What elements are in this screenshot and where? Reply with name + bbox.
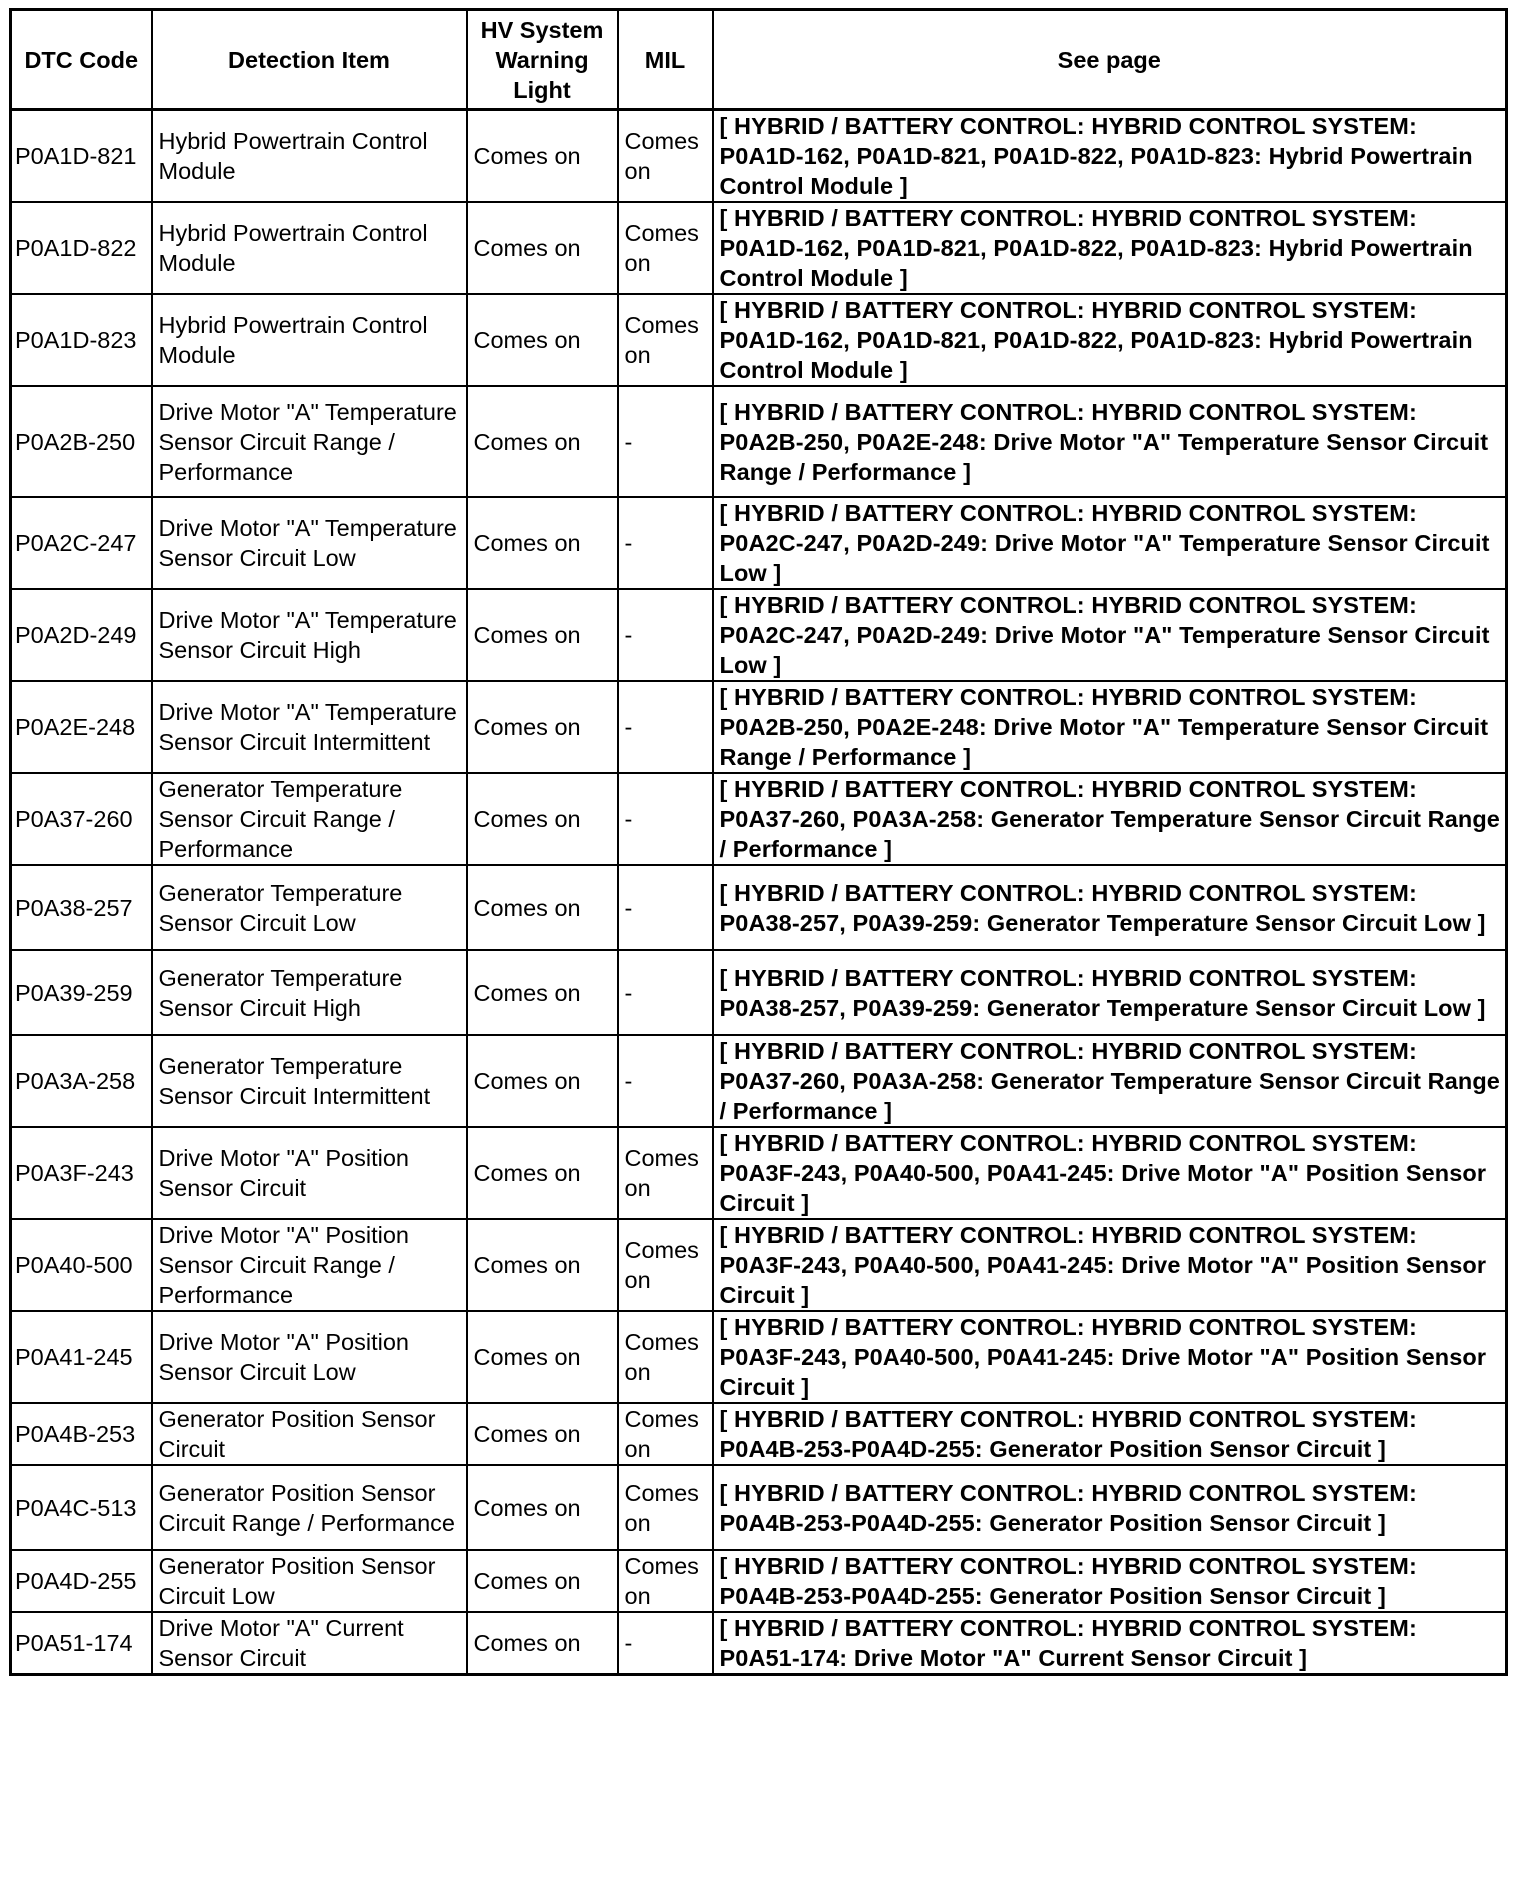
dtc-code-cell: P0A3F-243: [11, 1127, 152, 1219]
header-detection-item: Detection Item: [152, 10, 467, 110]
header-see-page: See page: [713, 10, 1507, 110]
dtc-code-cell: P0A2B-250: [11, 386, 152, 497]
detection-item-cell: Drive Motor "A" Position Sensor Circuit Range / Performance: [152, 1219, 467, 1311]
mil-cell: -: [618, 773, 713, 865]
mil-cell: Comes on: [618, 1311, 713, 1403]
see-page-link[interactable]: [ HYBRID / BATTERY CONTROL: HYBRID CONTROL SYSTEM: P0A4B-253-P0A4D-255: Generator Position Sensor Circuit ]: [713, 1465, 1507, 1550]
dtc-code-cell: P0A1D-821: [11, 110, 152, 203]
table-row: [11, 1465, 1507, 1550]
mil-cell: Comes on: [618, 294, 713, 386]
dtc-code-cell: P0A4C-513: [11, 1465, 152, 1550]
detection-item-cell: Drive Motor "A" Current Sensor Circuit: [152, 1612, 467, 1675]
mil-cell: Comes on: [618, 110, 713, 203]
hv-warning-light-cell: Comes on: [467, 1550, 618, 1612]
see-page-link[interactable]: [ HYBRID / BATTERY CONTROL: HYBRID CONTROL SYSTEM: P0A2C-247, P0A2D-249: Drive Motor "A" Temperature Sensor Circuit Low ]: [713, 497, 1507, 589]
mil-cell: Comes on: [618, 1219, 713, 1311]
table-row: [11, 1403, 1507, 1465]
mil-cell: -: [618, 497, 713, 589]
detection-item-cell: Hybrid Powertrain Control Module: [152, 202, 467, 294]
see-page-link[interactable]: [ HYBRID / BATTERY CONTROL: HYBRID CONTROL SYSTEM: P0A3F-243, P0A40-500, P0A41-245: Drive Motor "A" Position Sensor Circuit ]: [713, 1219, 1507, 1311]
see-page-link[interactable]: [ HYBRID / BATTERY CONTROL: HYBRID CONTROL SYSTEM: P0A1D-162, P0A1D-821, P0A1D-822, P0A1D-823: Hybrid Powertrain Control Module ]: [713, 294, 1507, 386]
mil-cell: Comes on: [618, 1403, 713, 1465]
mil-cell: -: [618, 950, 713, 1035]
detection-item-cell: Hybrid Powertrain Control Module: [152, 294, 467, 386]
detection-item-cell: Generator Temperature Sensor Circuit High: [152, 950, 467, 1035]
see-page-link[interactable]: [ HYBRID / BATTERY CONTROL: HYBRID CONTROL SYSTEM: P0A37-260, P0A3A-258: Generator Temperature Sensor Circuit Range / Performance ]: [713, 773, 1507, 865]
hv-warning-light-cell: Comes on: [467, 950, 618, 1035]
table-row: [11, 950, 1507, 1035]
dtc-code-cell: P0A39-259: [11, 950, 152, 1035]
see-page-link[interactable]: [ HYBRID / BATTERY CONTROL: HYBRID CONTROL SYSTEM: P0A2C-247, P0A2D-249: Drive Motor "A" Temperature Sensor Circuit Low ]: [713, 589, 1507, 681]
header-dtc-code: DTC Code: [11, 10, 152, 110]
detection-item-cell: Generator Position Sensor Circuit Range / Performance: [152, 1465, 467, 1550]
detection-item-cell: Generator Position Sensor Circuit Low: [152, 1550, 467, 1612]
mil-cell: -: [618, 589, 713, 681]
detection-item-cell: Generator Temperature Sensor Circuit Low: [152, 865, 467, 950]
mil-cell: -: [618, 1612, 713, 1675]
table-row: [11, 865, 1507, 950]
mil-cell: Comes on: [618, 1127, 713, 1219]
mil-cell: -: [618, 1035, 713, 1127]
hv-warning-light-cell: Comes on: [467, 865, 618, 950]
hv-warning-light-cell: Comes on: [467, 1219, 618, 1311]
hv-warning-light-cell: Comes on: [467, 1465, 618, 1550]
detection-item-cell: Hybrid Powertrain Control Module: [152, 110, 467, 203]
dtc-code-cell: P0A4D-255: [11, 1550, 152, 1612]
see-page-link[interactable]: [ HYBRID / BATTERY CONTROL: HYBRID CONTROL SYSTEM: P0A1D-162, P0A1D-821, P0A1D-822, P0A1D-823: Hybrid Powertrain Control Module ]: [713, 202, 1507, 294]
hv-warning-light-cell: Comes on: [467, 1612, 618, 1675]
table-row: [11, 1035, 1507, 1127]
detection-item-cell: Generator Temperature Sensor Circuit Range / Performance: [152, 773, 467, 865]
see-page-link[interactable]: [ HYBRID / BATTERY CONTROL: HYBRID CONTROL SYSTEM: P0A1D-162, P0A1D-821, P0A1D-822, P0A1D-823: Hybrid Powertrain Control Module ]: [713, 110, 1507, 203]
see-page-link[interactable]: [ HYBRID / BATTERY CONTROL: HYBRID CONTROL SYSTEM: P0A38-257, P0A39-259: Generator Temperature Sensor Circuit Low ]: [713, 950, 1507, 1035]
table-header-row: [11, 10, 1507, 110]
table-row: [11, 202, 1507, 294]
header-hv-warning-light: HV System Warning Light: [467, 10, 618, 110]
hv-warning-light-cell: Comes on: [467, 294, 618, 386]
dtc-code-cell: P0A2E-248: [11, 681, 152, 773]
hv-warning-light-cell: Comes on: [467, 1127, 618, 1219]
mil-cell: Comes on: [618, 1550, 713, 1612]
hv-warning-light-cell: Comes on: [467, 589, 618, 681]
detection-item-cell: Generator Temperature Sensor Circuit Intermittent: [152, 1035, 467, 1127]
dtc-code-cell: P0A38-257: [11, 865, 152, 950]
mil-cell: -: [618, 386, 713, 497]
table-row: [11, 681, 1507, 773]
table-row: [11, 294, 1507, 386]
detection-item-cell: Drive Motor "A" Temperature Sensor Circuit Low: [152, 497, 467, 589]
hv-warning-light-cell: Comes on: [467, 1403, 618, 1465]
hv-warning-light-cell: Comes on: [467, 681, 618, 773]
see-page-link[interactable]: [ HYBRID / BATTERY CONTROL: HYBRID CONTROL SYSTEM: P0A2B-250, P0A2E-248: Drive Motor "A" Temperature Sensor Circuit Range / Performance ]: [713, 681, 1507, 773]
detection-item-cell: Drive Motor "A" Temperature Sensor Circuit Range / Performance: [152, 386, 467, 497]
dtc-code-cell: P0A40-500: [11, 1219, 152, 1311]
dtc-code-cell: P0A1D-823: [11, 294, 152, 386]
see-page-link[interactable]: [ HYBRID / BATTERY CONTROL: HYBRID CONTROL SYSTEM: P0A3F-243, P0A40-500, P0A41-245: Drive Motor "A" Position Sensor Circuit ]: [713, 1311, 1507, 1403]
detection-item-cell: Drive Motor "A" Temperature Sensor Circuit High: [152, 589, 467, 681]
dtc-code-cell: P0A3A-258: [11, 1035, 152, 1127]
see-page-link[interactable]: [ HYBRID / BATTERY CONTROL: HYBRID CONTROL SYSTEM: P0A4B-253-P0A4D-255: Generator Position Sensor Circuit ]: [713, 1403, 1507, 1465]
table-row: [11, 110, 1507, 203]
dtc-code-cell: P0A2D-249: [11, 589, 152, 681]
detection-item-cell: Generator Position Sensor Circuit: [152, 1403, 467, 1465]
table-row: [11, 1612, 1507, 1675]
table-row: [11, 1219, 1507, 1311]
see-page-link[interactable]: [ HYBRID / BATTERY CONTROL: HYBRID CONTROL SYSTEM: P0A38-257, P0A39-259: Generator Temperature Sensor Circuit Low ]: [713, 865, 1507, 950]
dtc-code-cell: P0A4B-253: [11, 1403, 152, 1465]
header-mil: MIL: [618, 10, 713, 110]
detection-item-cell: Drive Motor "A" Position Sensor Circuit: [152, 1127, 467, 1219]
dtc-table: [9, 8, 1508, 1676]
see-page-link[interactable]: [ HYBRID / BATTERY CONTROL: HYBRID CONTROL SYSTEM: P0A4B-253-P0A4D-255: Generator Position Sensor Circuit ]: [713, 1550, 1507, 1612]
table-row: [11, 1127, 1507, 1219]
see-page-link[interactable]: [ HYBRID / BATTERY CONTROL: HYBRID CONTROL SYSTEM: P0A2B-250, P0A2E-248: Drive Motor "A" Temperature Sensor Circuit Range / Performance ]: [713, 386, 1507, 497]
table-row: [11, 589, 1507, 681]
mil-cell: Comes on: [618, 202, 713, 294]
detection-item-cell: Drive Motor "A" Temperature Sensor Circuit Intermittent: [152, 681, 467, 773]
table-row: [11, 1311, 1507, 1403]
mil-cell: Comes on: [618, 1465, 713, 1550]
dtc-code-cell: P0A37-260: [11, 773, 152, 865]
dtc-code-cell: P0A51-174: [11, 1612, 152, 1675]
see-page-link[interactable]: [ HYBRID / BATTERY CONTROL: HYBRID CONTROL SYSTEM: P0A51-174: Drive Motor "A" Current Sensor Circuit ]: [713, 1612, 1507, 1675]
dtc-code-cell: P0A2C-247: [11, 497, 152, 589]
dtc-table-container: [9, 8, 1505, 1676]
hv-warning-light-cell: Comes on: [467, 202, 618, 294]
table-row: [11, 1550, 1507, 1612]
mil-cell: -: [618, 681, 713, 773]
hv-warning-light-cell: Comes on: [467, 497, 618, 589]
mil-cell: -: [618, 865, 713, 950]
see-page-link[interactable]: [ HYBRID / BATTERY CONTROL: HYBRID CONTROL SYSTEM: P0A37-260, P0A3A-258: Generator Temperature Sensor Circuit Range / Performance ]: [713, 1035, 1507, 1127]
hv-warning-light-cell: Comes on: [467, 1035, 618, 1127]
detection-item-cell: Drive Motor "A" Position Sensor Circuit Low: [152, 1311, 467, 1403]
table-row: [11, 386, 1507, 497]
hv-warning-light-cell: Comes on: [467, 773, 618, 865]
hv-warning-light-cell: Comes on: [467, 110, 618, 203]
hv-warning-light-cell: Comes on: [467, 386, 618, 497]
table-row: [11, 773, 1507, 865]
dtc-code-cell: P0A1D-822: [11, 202, 152, 294]
hv-warning-light-cell: Comes on: [467, 1311, 618, 1403]
dtc-code-cell: P0A41-245: [11, 1311, 152, 1403]
table-row: [11, 497, 1507, 589]
see-page-link[interactable]: [ HYBRID / BATTERY CONTROL: HYBRID CONTROL SYSTEM: P0A3F-243, P0A40-500, P0A41-245: Drive Motor "A" Position Sensor Circuit ]: [713, 1127, 1507, 1219]
